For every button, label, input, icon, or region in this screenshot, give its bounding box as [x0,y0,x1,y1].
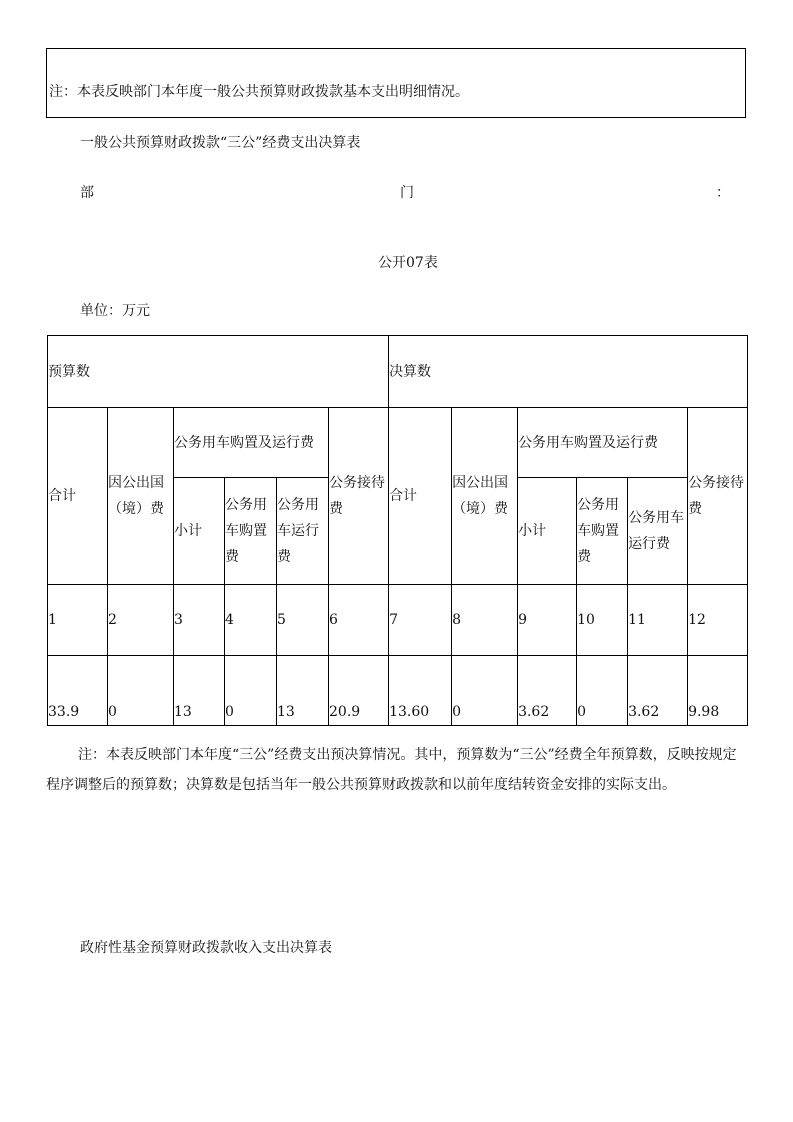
final-abroad-header: 因公出国（境）费 [452,408,518,585]
final-vehicle-purchase-value: 0 [577,656,628,726]
final-vehicle-subtotal-value: 3.62 [518,656,577,726]
value-row [48,656,748,726]
column-number: 10 [577,585,628,656]
final-reception-header: 公务接待费 [688,408,748,585]
budget-subtotal-header: 小计 [174,478,225,585]
final-header: 决算数 [389,336,748,408]
column-number: 3 [174,585,225,656]
budget-vehicle-header: 公务用车购置及运行费 [174,408,329,478]
final-total-value: 13.60 [389,656,452,726]
budget-reception-value: 20.9 [329,656,389,726]
final-operation-header: 公务用车运行费 [628,478,688,585]
column-number: 2 [108,585,174,656]
top-note-box [46,48,746,118]
column-number: 7 [389,585,452,656]
dept-label-colon: ： [716,185,730,201]
column-number: 1 [48,585,108,656]
column-number: 8 [452,585,518,656]
budget-total-value: 33.9 [48,656,108,726]
final-subtotal-header: 小计 [518,478,577,585]
budget-vehicle-operation-value: 13 [277,656,329,726]
budget-vehicle-purchase-value: 0 [225,656,277,726]
budget-reception-header: 公务接待费 [329,408,389,585]
bottom-note: 注：本表反映部门本年度“三公”经费支出预决算情况。其中，预算数为“三公”经费全年预算数，反映按规定程序调整后的预算数；决算数是包括当年一般公共预算财政拨款和以前年度结转资金安排的实际支出。 [46,747,737,793]
dept-label-1: 部 [80,185,94,201]
budget-operation-header: 公务用车运行费 [277,478,329,585]
column-number: 12 [688,585,748,656]
top-note: 注：本表反映部门本年度一般公共预算财政拨款基本支出明细情况。 [49,84,469,100]
table-code: 公开07表 [378,255,438,271]
dept-label-2: 门 [400,185,414,201]
final-vehicle-header: 公务用车购置及运行费 [518,408,688,478]
header-row-sub [48,408,748,478]
budget-header: 预算数 [48,336,389,408]
section-title: 一般公共预算财政拨款“三公”经费支出决算表 [80,135,361,151]
budget-abroad-header: 因公出国（境）费 [108,408,174,585]
column-number: 9 [518,585,577,656]
final-total-header: 合计 [389,408,452,585]
column-number: 4 [225,585,277,656]
column-number: 5 [277,585,329,656]
header-row-group [48,336,748,408]
unit-label: 单位：万元 [80,303,150,319]
final-vehicle-operation-value: 3.62 [628,656,688,726]
column-number-row [48,585,748,656]
final-reception-value: 9.98 [688,656,748,726]
column-number: 6 [329,585,389,656]
budget-total-header: 合计 [48,408,108,585]
column-number: 11 [628,585,688,656]
budget-abroad-value: 0 [108,656,174,726]
final-purchase-header: 公务用车购置费 [577,478,628,585]
budget-vehicle-subtotal-value: 13 [174,656,225,726]
three-public-expense-table [47,335,748,726]
budget-purchase-header: 公务用车购置费 [225,478,277,585]
final-abroad-value: 0 [452,656,518,726]
next-section-title: 政府性基金预算财政拨款收入支出决算表 [80,940,332,956]
